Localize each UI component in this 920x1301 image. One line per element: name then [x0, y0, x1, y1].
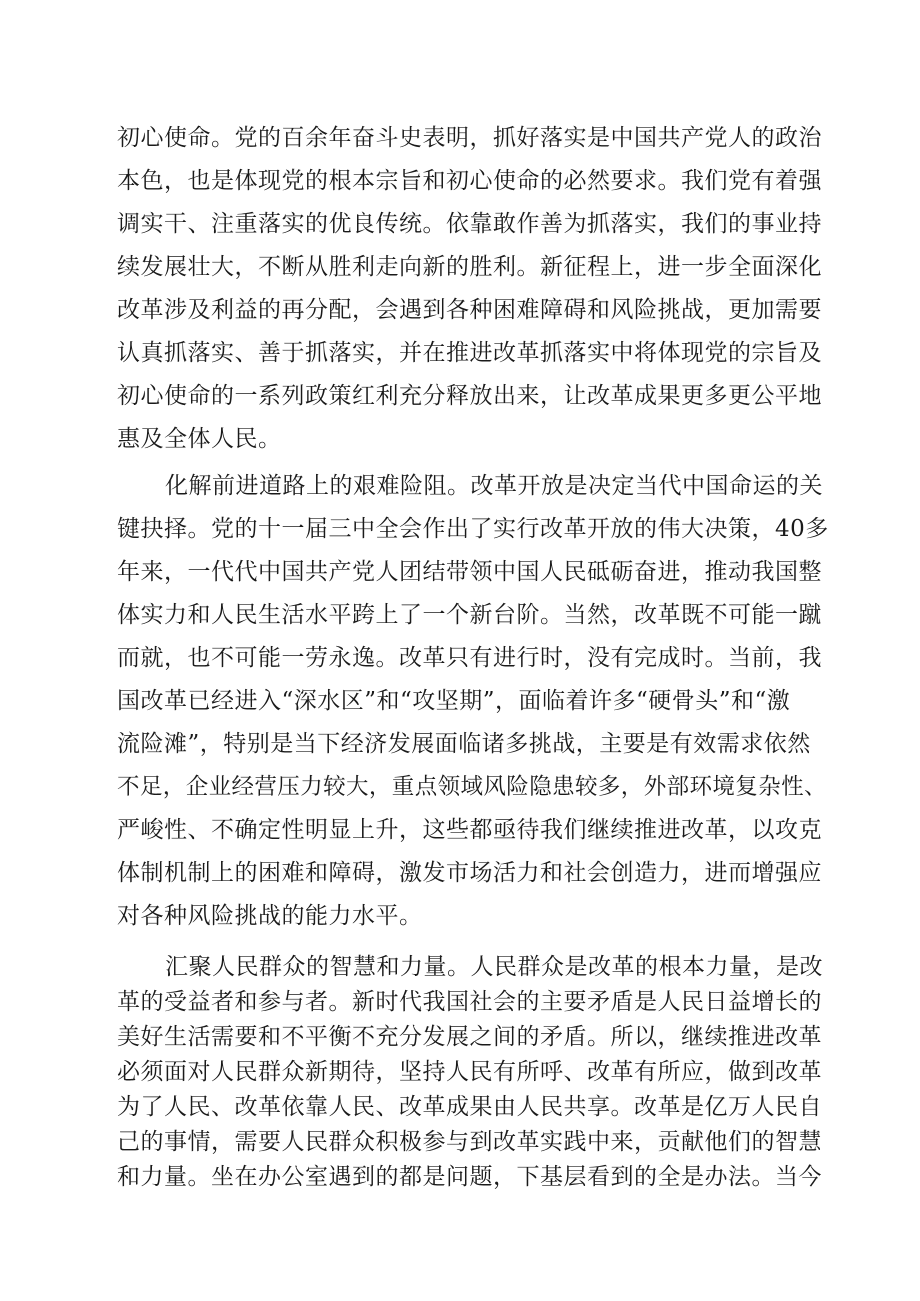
text-line: 严峻性、不确定性明显上升，这些都亟待我们继续推进改革，以攻克 — [117, 817, 822, 843]
text-line: 改革涉及利益的再分配，会遇到各种困难障碍和风险挑战，更加需要 — [117, 297, 822, 323]
text-line: 惠及全体人民。 — [117, 426, 282, 452]
text-line: 初心使命的一系列政策红利充分释放出来，让改革成果更多更公平地 — [117, 383, 822, 409]
text-line: 认真抓落实、善于抓落实，并在推进改革抓落实中将体现党的宗旨及 — [117, 340, 822, 366]
text-line: 和力量。坐在办公室遇到的都是问题，下基层看到的全是办法。当今 — [117, 1164, 822, 1190]
text-line: 初心使命。党的百余年奋斗史表明，抓好落实是中国共产党人的政治 — [117, 125, 822, 151]
text-line: 流险滩”，特别是当下经济发展面临诸多挑战，主要是有效需求依然 — [117, 731, 811, 757]
text-line: 国改革已经进入“深水区”和“攻坚期”，面临着许多“硬骨头”和“激 — [117, 688, 791, 714]
text-line: 化解前进道路上的艰难险阻。改革开放是决定当代中国命运的关 — [165, 473, 823, 499]
text-line: 必须面对人民群众新期待，坚持人民有所呼、改革有所应，做到改革 — [117, 1059, 822, 1085]
text-line: 而就，也不可能一劳永逸。改革只有进行时，没有完成时。当前，我 — [117, 645, 822, 671]
text-line: 年来，一代代中国共产党人团结带领中国人民砥砺奋进，推动我国整 — [117, 559, 822, 585]
text-line: 对各种风险挑战的能力水平。 — [117, 903, 423, 929]
text-line: 续发展壮大，不断从胜利走向新的胜利。新征程上，进一步全面深化 — [117, 254, 822, 280]
text-line: 美好生活需要和不平衡不充分发展之间的矛盾。所以，继续推进改革 — [117, 1024, 822, 1050]
text-line: 汇聚人民群众的智慧和力量。人民群众是改革的根本力量，是改 — [165, 954, 823, 980]
text-line: 革的受益者和参与者。新时代我国社会的主要矛盾是人民日益增长的 — [117, 989, 822, 1015]
text-line: 己的事情，需要人民群众积极参与到改革实践中来，贡献他们的智慧 — [117, 1129, 822, 1155]
text-line: 体实力和人民生活水平跨上了一个新台阶。当然，改革既不可能一蹴 — [117, 602, 822, 628]
text-line: 键抉择。党的十一届三中全会作出了实行改革开放的伟大决策，40多 — [117, 516, 829, 542]
text-line: 不足，企业经营压力较大，重点领域风险隐患较多，外部环境复杂性、 — [117, 774, 827, 800]
text-line: 为了人民、改革依靠人民、改革成果由人民共享。改革是亿万人民自 — [117, 1094, 822, 1120]
text-line: 体制机制上的困难和障碍，激发市场活力和社会创造力，进而增强应 — [117, 860, 822, 886]
text-line: 本色，也是体现党的根本宗旨和初心使命的必然要求。我们党有着强 — [117, 168, 822, 194]
text-line: 调实干、注重落实的优良传统。依靠敢作善为抓落实，我们的事业持 — [117, 211, 822, 237]
